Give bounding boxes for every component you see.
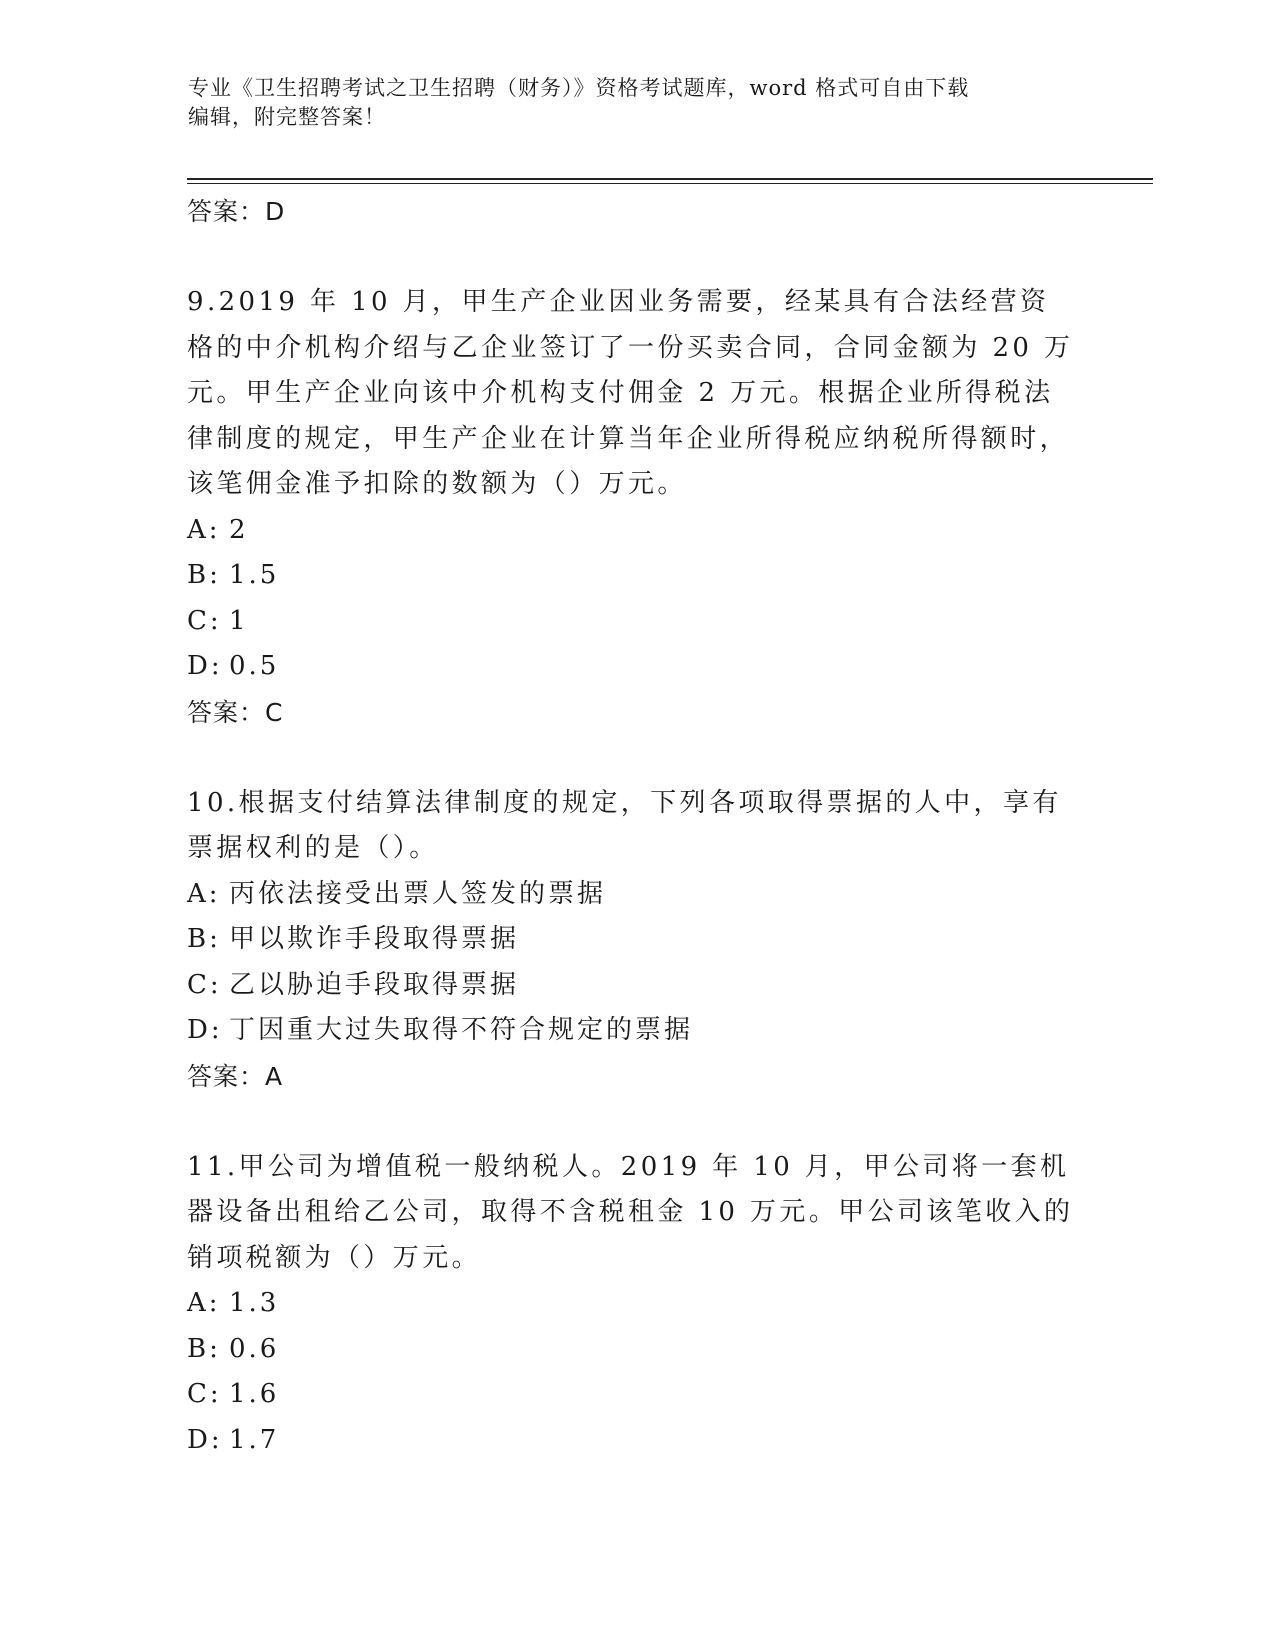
answer-label: 答案：C (187, 697, 284, 727)
option-letter: A: (187, 878, 221, 909)
option-d (187, 644, 1087, 690)
option-letter: B: (187, 924, 221, 954)
option-b (187, 1327, 1087, 1373)
option-b (187, 553, 1087, 599)
option-value: 1.5 (229, 560, 280, 590)
option-a (187, 508, 1087, 554)
option-letter: D: (187, 651, 223, 681)
question-10 (187, 781, 1087, 1099)
header-line-1: 专业《卫生招聘考试之卫生招聘（财务）》资格考试题库，word 格式可自由下载 (188, 76, 970, 100)
option-value: 0.5 (229, 651, 280, 681)
question-9 (187, 280, 1087, 735)
spacer (187, 234, 1087, 280)
answer-label: 答案：A (187, 1061, 284, 1091)
option-letter: A: (187, 1288, 221, 1318)
option-letter: A: (187, 514, 221, 545)
option-letter: C: (187, 605, 222, 636)
previous-answer: 答案：D (187, 197, 286, 226)
option-value: 1.7 (229, 1424, 280, 1455)
option-letter: D: (187, 1424, 223, 1455)
option-value: 1.6 (229, 1379, 280, 1409)
option-d (187, 1008, 1087, 1054)
header-line-2: 编辑，附完整答案！ (188, 105, 386, 129)
option-b (187, 917, 1087, 963)
option-value: 乙以胁迫手段取得票据 (229, 969, 520, 1000)
spacer (187, 1099, 1087, 1145)
option-letter: B: (187, 560, 221, 590)
option-letter: C: (187, 1379, 222, 1409)
question-11 (187, 1145, 1087, 1464)
option-letter: C: (187, 969, 222, 1000)
question-text: 9.2019 年 10 月，甲生产企业因业务需要，经某具有合法经营资格的中介机构介绍与乙企业签订了一份买卖合同，合同金额为 20 万元。甲生产企业向该中介机构支付佣金 2 万元。根据企业所得税法律制度的规定，甲生产企业在计算当年企业所得税应纳税所得额时，该笔佣金准予扣除的数额为（）万元。 (187, 287, 1074, 499)
option-c (187, 963, 1087, 1009)
header-divider-thick (187, 178, 1153, 180)
option-value: 2 (229, 514, 249, 545)
header-divider-thin (187, 183, 1153, 184)
option-letter: B: (187, 1333, 221, 1364)
question-list (187, 189, 1087, 1463)
option-value: 丙依法接受出票人签发的票据 (229, 878, 607, 909)
option-a (187, 872, 1087, 918)
option-value: 丁因重大过失取得不符合规定的票据 (229, 1015, 694, 1045)
question-text: 10.根据支付结算法律制度的规定，下列各项取得票据的人中，享有票据权利的是（）。 (187, 787, 1062, 863)
option-value: 1 (229, 605, 249, 636)
option-value: 甲以欺诈手段取得票据 (229, 924, 520, 954)
spacer (187, 735, 1087, 781)
page-header (188, 74, 1068, 132)
option-value: 1.3 (229, 1288, 280, 1318)
option-c (187, 1372, 1087, 1418)
option-c (187, 599, 1087, 645)
option-d (187, 1418, 1087, 1464)
option-value: 0.6 (229, 1333, 280, 1364)
option-letter: D: (187, 1015, 223, 1045)
option-a (187, 1281, 1087, 1327)
question-text: 11.甲公司为增值税一般纳税人。2019 年 10 月，甲公司将一套机器设备出租给乙公司，取得不含税租金 10 万元。甲公司该笔收入的销项税额为（）万元。 (187, 1151, 1074, 1273)
